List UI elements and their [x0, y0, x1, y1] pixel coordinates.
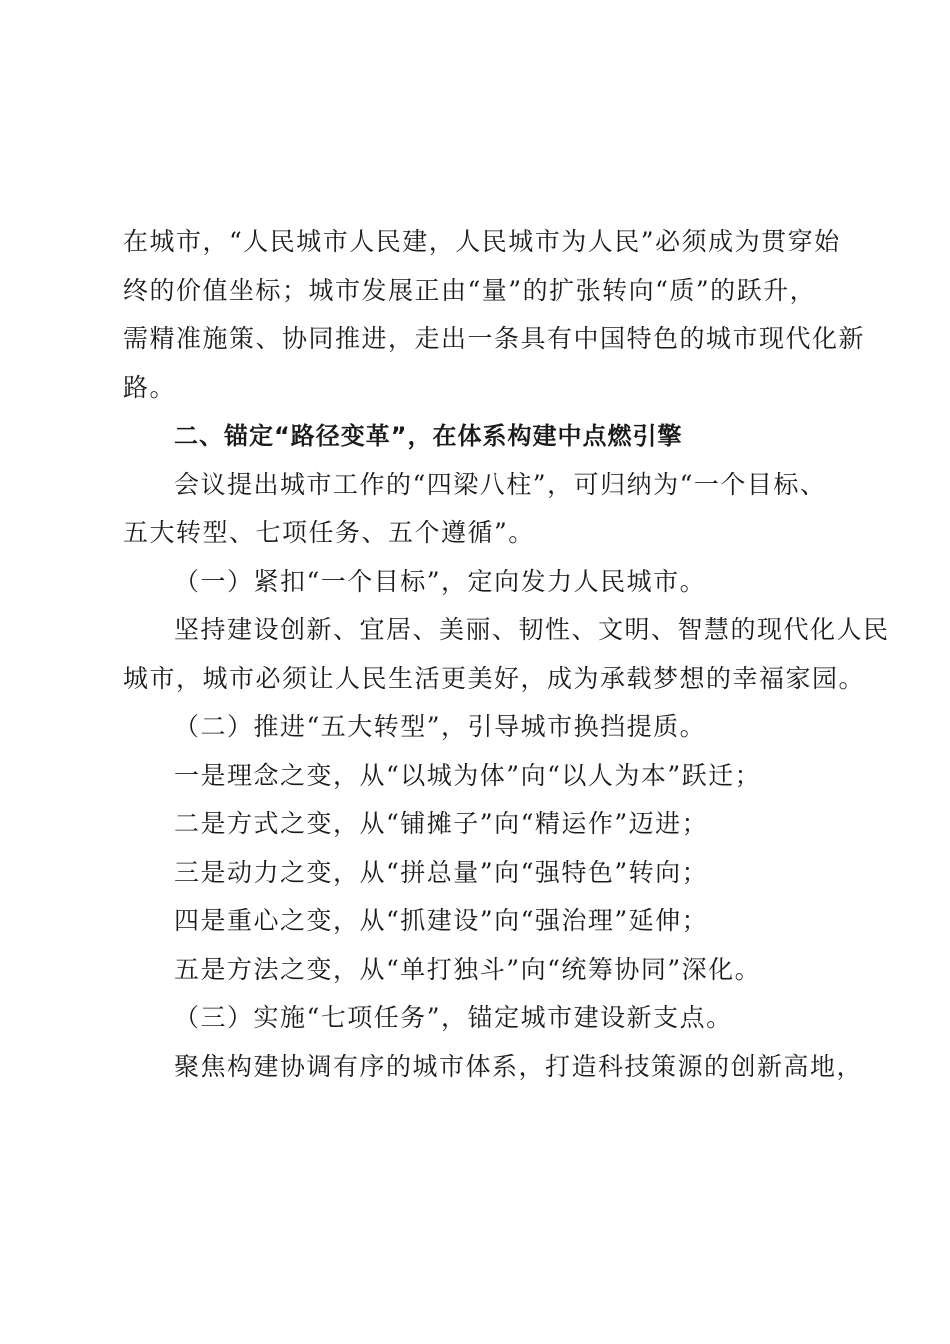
body-line-continued: 需精准施策、协同推进，走出一条具有中国特色的城市现代化新	[123, 324, 866, 353]
body-line-continued: 路。	[123, 372, 177, 402]
list-item: 二是方式之变，从“铺摊子”向“精运作”迈进；	[174, 809, 709, 838]
subsection-heading: （二）推进“五大转型”，引导城市换挡提质。	[174, 712, 707, 741]
paragraph-line: 坚持建设创新、宜居、美丽、韧性、文明、智慧的现代化人民	[174, 615, 890, 644]
subsection-heading: （三）实施“七项任务”，锚定城市建设新支点。	[174, 1003, 733, 1032]
paragraph-line: 聚焦构建协调有序的城市体系，打造科技策源的创新高地，	[174, 1051, 864, 1081]
list-item: 三是动力之变，从“拼总量”向“强特色”转向；	[174, 857, 709, 887]
list-item: 一是理念之变，从“以城为体”向“以人为本”跃迁；	[174, 760, 762, 790]
subsection-heading: （一）紧扣“一个目标”，定向发力人民城市。	[174, 566, 707, 596]
document-body	[123, 218, 890, 1091]
paragraph-line-continued: 五大转型、七项任务、五个遵循”。	[123, 518, 535, 547]
list-item: 四是重心之变，从“抓建设”向“强治理”延伸；	[174, 906, 709, 935]
section-heading: 二、锚定“路径变革”，在体系构建中点燃引擎	[174, 422, 683, 450]
paragraph-line: 会议提出城市工作的“四梁八柱”，可归纳为“一个目标、	[174, 469, 827, 499]
paragraph-line-continued: 城市，城市必须让人民生活更美好，成为承载梦想的幸福家园。	[123, 663, 866, 693]
body-line-continued: 在城市，“人民城市人民建，人民城市为人民”必须成为贯穿始	[123, 227, 841, 256]
list-item: 五是方法之变，从“单打独斗”向“统筹协同”深化。	[174, 954, 762, 984]
body-line-continued: 终的价值坐标；城市发展正由“量”的扩张转向“质”的跃升，	[123, 275, 817, 305]
